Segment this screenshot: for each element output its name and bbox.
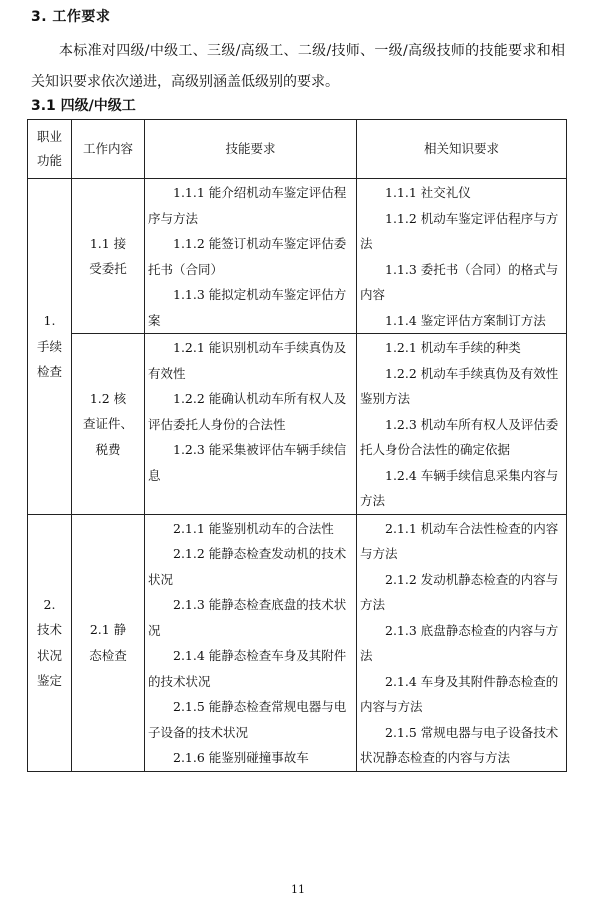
- knowledge-item: 1.2.1 机动车手续的种类: [385, 340, 521, 355]
- work-1-2-line3: 税费: [95, 441, 121, 457]
- knowledge-item: 1.1.3 委托书（合同）的格式与内容: [360, 261, 559, 302]
- skill-item: 2.1.3 能静态检查底盘的技术状况: [148, 597, 347, 638]
- knowledge-item: 1.2.3 机动车所有权人及评估委托人身份合法性的确定依据: [360, 416, 559, 457]
- table-header-row: [28, 120, 567, 179]
- skill-item: 1.1.2 能签订机动车鉴定评估委托书（合同）: [148, 236, 347, 277]
- table-row: [28, 514, 567, 771]
- knowledge-cell-2-1: [357, 514, 567, 771]
- work-cell-1-2: [72, 334, 145, 515]
- work-2-1-line2: 态检查: [89, 647, 127, 663]
- table-row: [28, 334, 567, 515]
- table-row: [28, 179, 567, 334]
- knowledge-item: 2.1.2 发动机静态检查的内容与方法: [360, 571, 559, 612]
- work-1-2-line1: 1.2 核: [89, 390, 127, 406]
- skill-item: 1.1.1 能介绍机动车鉴定评估程序与方法: [148, 185, 347, 226]
- work-cell-1-1: [72, 179, 145, 334]
- func-cell-1: [28, 179, 72, 515]
- page-number: 11: [291, 883, 305, 896]
- header-skill: 技能要求: [145, 120, 357, 179]
- func-2-line2: 状况: [36, 647, 62, 663]
- skill-cell-1-2: [145, 334, 357, 515]
- header-func: [28, 120, 72, 179]
- skill-item: 2.1.1 能鉴别机动车的合法性: [173, 520, 334, 536]
- knowledge-item: 1.2.4 车辆手续信息采集内容与方法: [360, 467, 559, 508]
- work-1-1-line1: 1.1 接: [89, 235, 127, 251]
- func-2-line1: 技术: [36, 622, 62, 637]
- knowledge-item: 1.2.2 机动车手续真伪及有效性鉴别方法: [360, 365, 559, 406]
- skill-item: 2.1.4 能静态检查车身及其附件的技术状况: [148, 648, 347, 689]
- skill-cell-2-1: [145, 514, 357, 771]
- func-2-line3: 鉴定: [36, 673, 62, 688]
- requirements-table: [27, 119, 567, 772]
- knowledge-item: 1.1.1 社交礼仪: [385, 185, 471, 200]
- knowledge-item: 1.1.4 鉴定评估方案制订方法: [385, 312, 546, 328]
- skill-item: 1.1.3 能拟定机动车鉴定评估方案: [148, 287, 347, 328]
- header-func-line1: 职业: [36, 129, 62, 144]
- knowledge-item: 2.1.4 车身及其附件静态检查的内容与方法: [360, 673, 559, 714]
- work-1-1-line2: 受委托: [89, 261, 127, 276]
- func-1-line1: 手续: [36, 338, 62, 354]
- knowledge-item: 2.1.5 常规电器与电子设备技术状况静态检查的内容与方法: [360, 724, 559, 765]
- knowledge-item: 1.1.2 机动车鉴定评估程序与方法: [360, 210, 559, 251]
- header-work: 工作内容: [72, 120, 145, 179]
- skill-item: 1.2.3 能采集被评估车辆手续信息: [148, 442, 347, 483]
- func-1-num: 1.: [43, 313, 56, 328]
- func-1-line2: 检查: [36, 364, 62, 379]
- func-2-num: 2.: [43, 596, 56, 612]
- knowledge-cell-1-1: [357, 179, 567, 334]
- knowledge-item: 2.1.1 机动车合法性检查的内容与方法: [360, 520, 559, 561]
- skill-item: 1.2.1 能识别机动车手续真伪及有效性: [148, 340, 347, 381]
- func-cell-2: [28, 514, 72, 771]
- skill-item: 2.1.5 能静态检查常规电器与电子设备的技术状况: [148, 699, 347, 740]
- work-1-2-line2: 查证件、: [82, 416, 133, 431]
- header-func-line2: 功能: [36, 153, 62, 168]
- work-cell-2-1: [72, 514, 145, 771]
- knowledge-item: 2.1.3 底盘静态检查的内容与方法: [360, 622, 559, 663]
- work-2-1-line1: 2.1 静: [89, 622, 127, 637]
- skill-item: 2.1.2 能静态检查发动机的技术状况: [148, 546, 347, 587]
- skill-item: 2.1.6 能鉴别碰撞事故车: [173, 750, 309, 765]
- subsection-heading: 3.1 四级/中级工: [31, 98, 136, 114]
- knowledge-cell-1-2: [357, 334, 567, 515]
- intro-paragraph: 本标准对四级/中级工、三级/高级工、二级/技师、一级/高级技师的技能要求和相关知识要求依次递进，高级别涵盖低级别的要求。: [31, 43, 565, 90]
- header-knowledge: 相关知识要求: [357, 120, 567, 179]
- skill-item: 1.2.2 能确认机动车所有权人及评估委托人身份的合法性: [148, 391, 347, 432]
- skill-cell-1-1: [145, 179, 357, 334]
- section-heading: 3. 工作要求: [31, 9, 111, 25]
